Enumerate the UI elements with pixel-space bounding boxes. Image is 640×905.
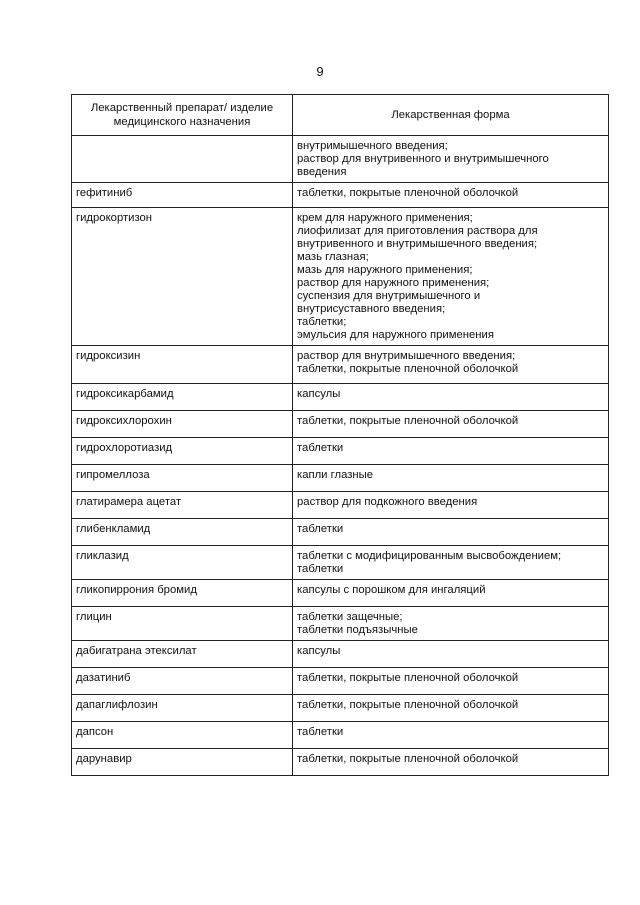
dosage-form-line: эмульсия для наружного применения <box>297 329 494 341</box>
table-row <box>72 580 609 607</box>
table-row <box>72 607 609 641</box>
table-header-row <box>72 95 609 136</box>
dosage-form-line: таблетки; <box>297 316 347 328</box>
table-row <box>72 411 609 438</box>
dosage-form-line: раствор для подкожного введения <box>297 496 478 508</box>
header-form: Лекарственная форма <box>293 95 609 136</box>
dosage-form-cell <box>293 722 609 749</box>
dosage-form-cell <box>293 136 609 183</box>
drug-name-cell: глибенкламид <box>72 519 293 546</box>
dosage-form-line: таблетки <box>297 523 344 535</box>
table-row <box>72 641 609 668</box>
dosage-form-line: внутривенного и внутримышечного введения; <box>297 238 538 250</box>
table-row <box>72 438 609 465</box>
dosage-form-cell <box>293 492 609 519</box>
dosage-form-line: капсулы <box>297 388 341 400</box>
dosage-form-cell <box>293 749 609 776</box>
table-row <box>72 384 609 411</box>
dosage-form-line: таблетки, покрытые пленочной оболочкой <box>297 672 519 684</box>
dosage-form-line: таблетки, покрытые пленочной оболочкой <box>297 753 519 765</box>
drug-name-cell: гидроксизин <box>72 346 293 384</box>
table-row <box>72 519 609 546</box>
drug-name-cell: гликлазид <box>72 546 293 580</box>
dosage-form-line: таблетки защечные; <box>297 611 403 623</box>
dosage-form-line: раствор для внутривенного и внутримышечного <box>297 153 549 165</box>
drug-name-cell: дапаглифлозин <box>72 695 293 722</box>
table-row <box>72 722 609 749</box>
dosage-form-line: капсулы с порошком для ингаляций <box>297 584 486 596</box>
dosage-form-line: таблетки, покрытые пленочной оболочкой <box>297 187 519 199</box>
header-drug: Лекарственный препарат/ изделие медицинского назначения <box>72 95 293 136</box>
dosage-form-line: таблетки с модифицированным высвобождением; <box>297 550 562 562</box>
dosage-form-line: таблетки, покрытые пленочной оболочкой <box>297 415 519 427</box>
table-row <box>72 695 609 722</box>
drug-name-cell: дапсон <box>72 722 293 749</box>
dosage-form-cell <box>293 668 609 695</box>
table-row <box>72 136 609 183</box>
table-row <box>72 183 609 208</box>
dosage-form-line: раствор для внутримышечного введения; <box>297 350 516 362</box>
table-row <box>72 346 609 384</box>
drug-name-cell: гидрохлоротиазид <box>72 438 293 465</box>
dosage-form-cell <box>293 580 609 607</box>
table-row <box>72 749 609 776</box>
dosage-form-line: внутрисуставного введения; <box>297 303 446 315</box>
drug-name-cell: гидроксикарбамид <box>72 384 293 411</box>
dosage-form-line: мазь для наружного применения; <box>297 264 473 276</box>
dosage-form-line: таблетки <box>297 563 344 575</box>
table-row <box>72 465 609 492</box>
dosage-form-line: таблетки <box>297 726 344 738</box>
table-row <box>72 208 609 346</box>
dosage-form-cell <box>293 411 609 438</box>
dosage-form-line: таблетки, покрытые пленочной оболочкой <box>297 699 519 711</box>
dosage-form-cell <box>293 346 609 384</box>
drug-name-cell: дабигатрана этексилат <box>72 641 293 668</box>
dosage-form-cell <box>293 384 609 411</box>
dosage-form-cell <box>293 208 609 346</box>
dosage-form-line: крем для наружного применения; <box>297 212 473 224</box>
dosage-form-line: суспензия для внутримышечного и <box>297 290 481 302</box>
dosage-form-line: таблетки подъязычные <box>297 624 418 636</box>
drug-table <box>71 94 609 776</box>
drug-name-cell: гликопиррония бромид <box>72 580 293 607</box>
dosage-form-line: раствор для наружного применения; <box>297 277 490 289</box>
drug-name-cell: гефитиниб <box>72 183 293 208</box>
dosage-form-cell <box>293 607 609 641</box>
dosage-form-line: капли глазные <box>297 469 374 481</box>
table-row <box>72 492 609 519</box>
page-number: 9 <box>316 64 324 79</box>
table-row <box>72 546 609 580</box>
dosage-form-line: таблетки, покрытые пленочной оболочкой <box>297 363 519 375</box>
dosage-form-cell <box>293 183 609 208</box>
drug-name-cell: дарунавир <box>72 749 293 776</box>
dosage-form-cell <box>293 438 609 465</box>
dosage-form-cell <box>293 546 609 580</box>
drug-name-cell: гидроксихлорохин <box>72 411 293 438</box>
dosage-form-line: введения <box>297 166 347 178</box>
table-body <box>72 136 609 776</box>
drug-name-cell: глицин <box>72 607 293 641</box>
drug-name-cell: гипромеллоза <box>72 465 293 492</box>
dosage-form-cell <box>293 519 609 546</box>
drug-name-cell: глатирамера ацетат <box>72 492 293 519</box>
table-row <box>72 668 609 695</box>
drug-name-cell: гидрокортизон <box>72 208 293 346</box>
drug-name-cell: дазатиниб <box>72 668 293 695</box>
dosage-form-line: таблетки <box>297 442 344 454</box>
dosage-form-line: мазь глазная; <box>297 251 369 263</box>
dosage-form-line: лиофилизат для приготовления раствора для <box>297 225 538 237</box>
drug-name-cell <box>72 136 293 183</box>
dosage-form-line: внутримышечного введения; <box>297 140 448 152</box>
dosage-form-cell <box>293 465 609 492</box>
dosage-form-cell <box>293 695 609 722</box>
dosage-form-cell <box>293 641 609 668</box>
dosage-form-line: капсулы <box>297 645 341 657</box>
